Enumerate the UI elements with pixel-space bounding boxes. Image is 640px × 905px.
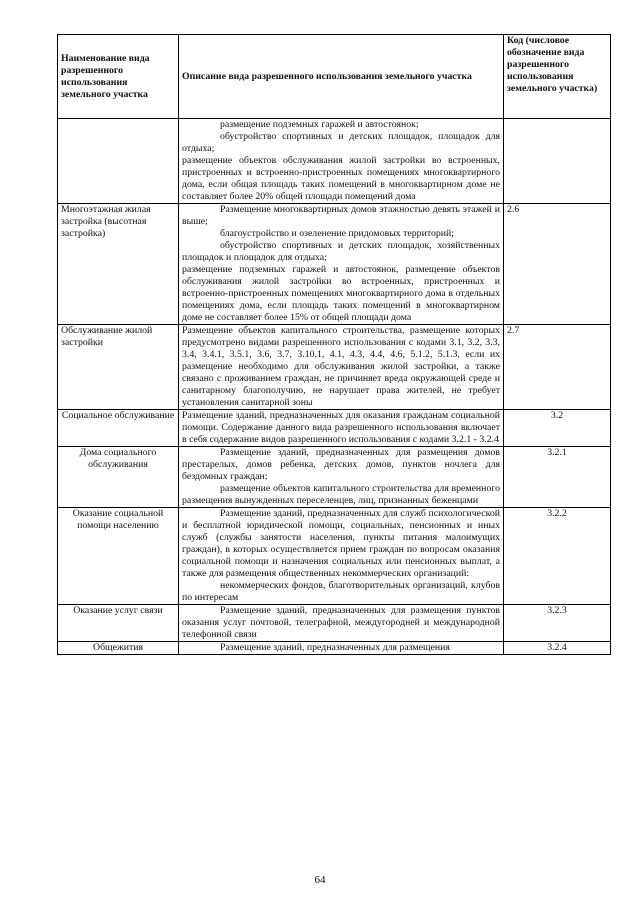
table-row	[58, 325, 611, 410]
use-name-cell: Общежития	[58, 642, 179, 655]
desc-paragraph: обустройство спортивных и детских площадок, хозяйственных площадок и площадок для отдыха;	[182, 240, 500, 263]
table-row	[58, 605, 611, 642]
header-name-cell: Наименование вида разрешенного использования земельного участка	[58, 35, 179, 119]
desc-paragraph: размещение подземных гаражей и автостоянок;	[220, 119, 419, 130]
table-row	[58, 642, 611, 655]
use-code-cell: 2.6	[504, 204, 611, 325]
land-use-table	[57, 34, 611, 655]
desc-paragraph: обустройство спортивных и детских площадок, площадок для отдыха;	[182, 131, 500, 154]
desc-paragraph: Размещение зданий, предназначенных для оказания гражданам социальной помощи. Содержание данного вида разрешенного использования включает в себя содержание видов разрешенного использования с кодами 3.2.1 - 3.2.4	[182, 410, 500, 445]
desc-paragraph: Размещение многоквартирных домов этажностью девять этажей и выше;	[182, 204, 500, 227]
header-desc-cell: Описание вида разрешенного использования земельного участка	[179, 35, 504, 119]
desc-paragraph: благоустройство и озеленение придомовых территорий;	[220, 228, 454, 239]
use-desc-cell	[179, 508, 504, 605]
use-desc-cell	[179, 642, 504, 655]
table-row	[58, 204, 611, 325]
page-number: 64	[314, 874, 326, 886]
use-name-cell: Обслуживание жилой застройки	[58, 325, 179, 410]
use-name-cell	[58, 119, 179, 204]
desc-paragraph: Размещение зданий, предназначенных для размещения пунктов оказания услуг почтовой, телеграфной, междугородней и международной телефонной связи	[182, 605, 500, 640]
use-code-cell	[504, 119, 611, 204]
use-name-cell: Многоэтажная жилая застройка (высотная застройка)	[58, 204, 179, 325]
desc-paragraph: размещение подземных гаражей и автостоянок, размещение объектов обслуживания жилой застройки во встроенных, пристроенных и встроенно-пристроенных помещениях многоквартирного дома в отдельных помещениях дома, если площадь таких помещений в многоквартирном доме не составляет более 15% от общей площади дома	[182, 264, 500, 323]
use-desc-cell	[179, 447, 504, 508]
use-desc-cell	[179, 605, 504, 642]
use-code-cell: 3.2	[504, 410, 611, 447]
desc-paragraph: Размещение объектов капитального строительства, размещение которых предусмотрено видами разрешенного использования с кодами 3.1, 3.2, 3.3, 3.4, 3.4.1, 3.5.1, 3.6, 3.7, 3.10.1, 4.1, 4.3, 4.4, 4.6, 5.1.2, 5.1.3, если их размещение необходимо для обслуживания жилой застройки, а также связано с проживанием граждан, не причиняет вреда окружающей среде и санитарному благополучию, не нарушает права жителей, не требует установления санитарной зоны	[182, 325, 500, 408]
use-desc-cell	[179, 119, 504, 204]
use-desc-cell	[179, 204, 504, 325]
use-code-cell: 3.2.2	[504, 508, 611, 605]
table-row	[58, 447, 611, 508]
table-header-row	[58, 35, 611, 119]
desc-paragraph: некоммерческих фондов, благотворительных организаций, клубов по интересам	[182, 580, 500, 603]
use-name-cell: Оказание социальной помощи населению	[58, 508, 179, 605]
desc-paragraph: размещение объектов обслуживания жилой застройки во встроенных, пристроенных и встроенно-пристроенных помещениях многоквартирного дома, если общая площадь таких помещений в многоквартирном доме не составляет более 20% общей площади помещений дома	[182, 155, 500, 202]
desc-paragraph: Размещение зданий, предназначенных для размещения домов престарелых, домов ребенка, детских домов, пунктов ночлега для бездомных граждан;	[182, 447, 500, 482]
use-name-cell: Социальное обслуживание	[58, 410, 179, 447]
desc-paragraph: Размещение зданий, предназначенных для служб психологической и бесплатной юридической помощи, социальных, пенсионных и иных служб (службы занятости населения, пункты питания малоимущих граждан), в которых осуществляется прием граждан по вопросам оказания социальной помощи и назначения социальных или пенсионных выплат, а также для размещения общественных некоммерческих организаций:	[182, 508, 500, 579]
table-row	[58, 508, 611, 605]
table-row	[58, 410, 611, 447]
use-name-cell: Дома социального обслуживания	[58, 447, 179, 508]
table-row	[58, 119, 611, 204]
use-code-cell: 2.7	[504, 325, 611, 410]
desc-paragraph: размещение объектов капитального строительства для временного размещения вынужденных переселенцев, лиц, признанных беженцами	[182, 483, 500, 506]
header-code-cell: Код (числовое обозначение вида разрешенного использования земельного участка)	[504, 35, 611, 119]
use-code-cell: 3.2.3	[504, 605, 611, 642]
use-name-cell: Оказание услуг связи	[58, 605, 179, 642]
use-code-cell: 3.2.1	[504, 447, 611, 508]
use-code-cell: 3.2.4	[504, 642, 611, 655]
use-desc-cell	[179, 410, 504, 447]
desc-paragraph: Размещение зданий, предназначенных для размещения	[220, 642, 450, 653]
use-desc-cell	[179, 325, 504, 410]
